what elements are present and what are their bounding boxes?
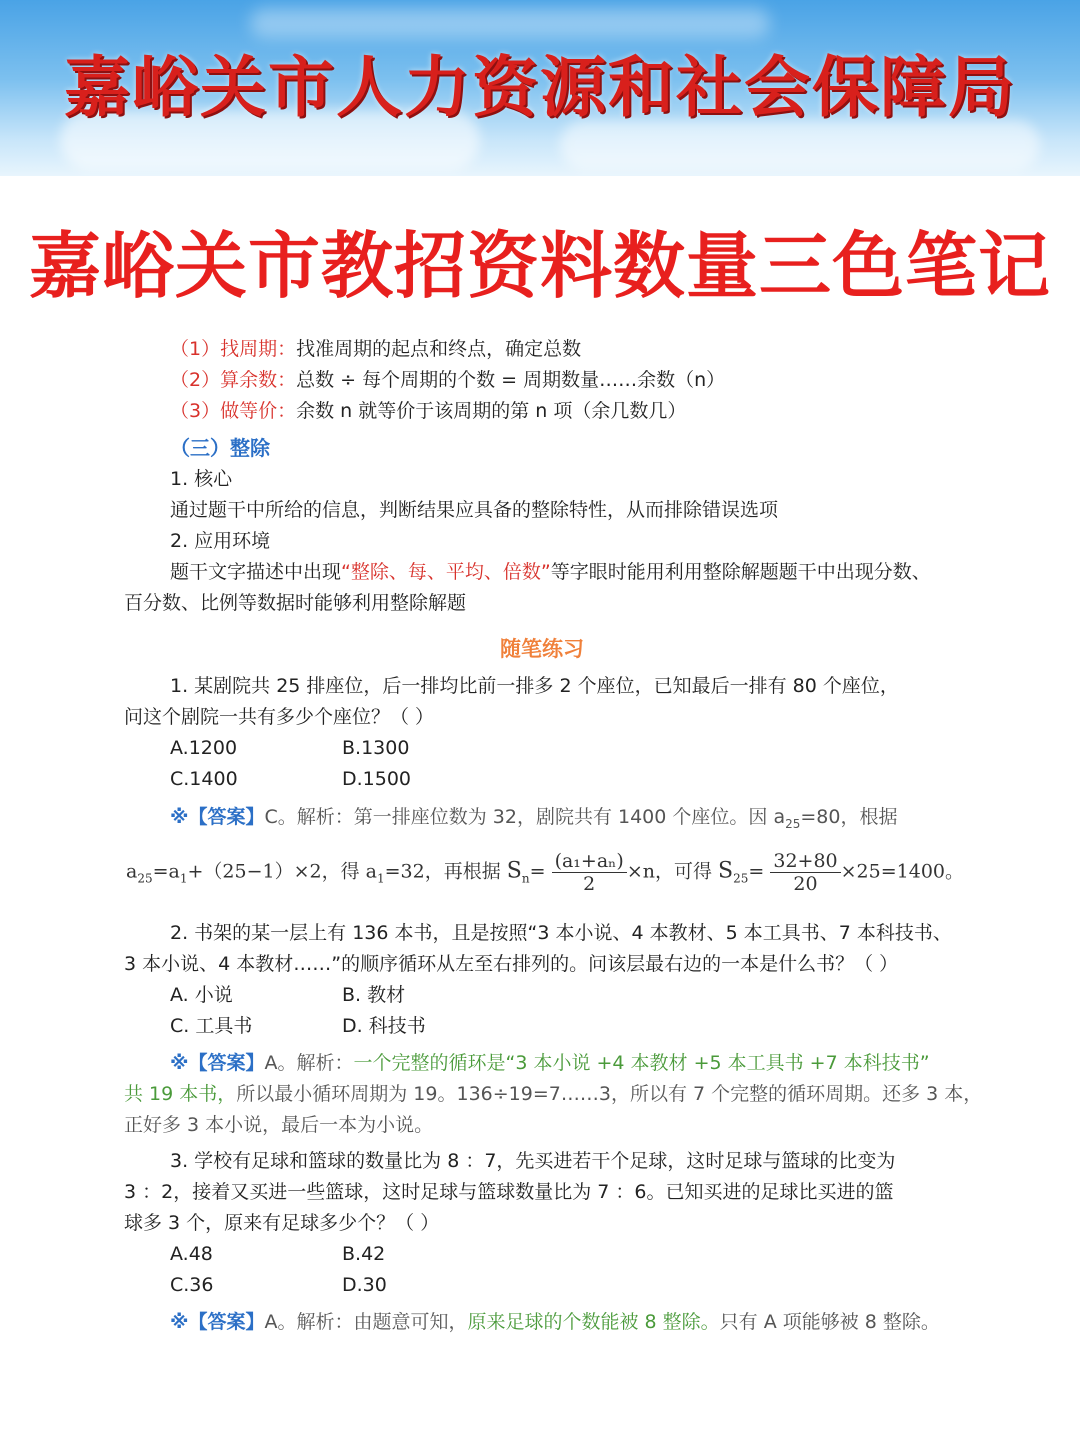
q3-line3: 球多 3 个，原来有足球多少个？（ ） — [124, 1212, 440, 1234]
q2-option-b: B. 教材 — [342, 984, 406, 1006]
fraction-numerator: 32+80 — [770, 850, 840, 873]
formula-text: a — [126, 860, 138, 883]
env-line2: 百分数、比例等数据时能够利用整除解题 — [124, 592, 467, 614]
answer-text: 所以最小循环周期为 19。136÷19=7……3，所以有 7 个完整的循环周期。还多 3 本， — [236, 1083, 983, 1105]
formula-text: ×n，可得 — [626, 860, 712, 883]
q2-option-d: D. 科技书 — [342, 1015, 426, 1037]
q2-line2: 3 本小说、4 本教材……”的顺序循环从左至右排列的。问该层最右边的一本是什么书？（ ） — [124, 953, 899, 975]
step-text: 找准周期的起点和终点，确定总数 — [296, 338, 582, 360]
answer-subscript: 25 — [785, 816, 801, 831]
answer-highlight: 共 19 本书， — [124, 1083, 237, 1105]
formula-text: +（25−1）×2，得 a — [187, 860, 377, 883]
formula-text: S — [506, 858, 522, 884]
step-3 — [170, 398, 686, 424]
answer-mark: ※【答案】 — [170, 806, 265, 828]
q3-option-d: D.30 — [342, 1274, 387, 1296]
fraction-numerator: (a₁+aₙ) — [552, 850, 627, 873]
header-banner — [0, 0, 1080, 176]
core-label: 1. 核心 — [170, 468, 233, 490]
step-1 — [170, 336, 581, 362]
step-label: （3）做等价： — [170, 400, 297, 422]
fraction-denominator: 20 — [793, 873, 818, 895]
q2-line1: 2. 书架的某一层上有 136 本书，且是按照“3 本小说、4 本教材、5 本工具书、7 本科技书、 — [170, 922, 952, 944]
env-post: 等字眼时能用利用整除解题题干中出现分数、 — [550, 561, 931, 583]
practice-heading: 随笔练习 — [500, 637, 584, 661]
formula-text: =32，再根据 — [384, 860, 501, 883]
answer-mark: ※【答案】 — [170, 1052, 265, 1074]
formula-fraction — [770, 850, 840, 895]
q2-option-a: A. 小说 — [170, 984, 233, 1006]
formula-sub: 1 — [179, 871, 188, 886]
env-label: 2. 应用环境 — [170, 530, 271, 552]
step-2 — [170, 367, 725, 393]
formula-sub: 1 — [376, 871, 385, 886]
formula-sub: 25 — [137, 871, 153, 886]
q1-option-c: C.1400 — [170, 768, 238, 790]
fraction-denominator: 2 — [583, 873, 596, 895]
answer-text-end: =80，根据 — [800, 806, 898, 828]
q3-option-c: C.36 — [170, 1274, 214, 1296]
page-title: 嘉峪关市教招资料数量三色笔记 — [28, 224, 1051, 308]
q2-answer — [170, 1050, 930, 1076]
answer-mark: ※【答案】 — [170, 1311, 265, 1333]
formula-text: =a — [152, 860, 180, 883]
step-label: （2）算余数： — [170, 369, 297, 391]
q3-answer — [170, 1309, 940, 1335]
env-pre: 题干文字描述中出现 — [170, 561, 342, 583]
answer-highlight: 原来足球的个数能被 8 整除。 — [467, 1311, 720, 1333]
env-keywords: “整除、每、平均、倍数” — [341, 561, 551, 583]
formula-fraction — [552, 850, 627, 895]
step-text: 总数 ÷ 每个周期的个数 = 周期数量……余数（n） — [296, 369, 726, 391]
banner-title: 嘉峪关市人力资源和社会保障局 — [64, 48, 1016, 126]
answer-text: 只有 A 项能够被 8 整除。 — [719, 1311, 940, 1333]
section-heading: （三）整除 — [170, 436, 270, 460]
env-text — [170, 559, 931, 585]
formula-text: ×25=1400。 — [840, 860, 965, 883]
q3-line1: 3. 学校有足球和篮球的数量比为 8 ：7，先买进若干个足球，这时足球与篮球的比变为 — [170, 1150, 896, 1172]
formula-sub: n — [521, 871, 530, 886]
answer-highlight: 一个完整的循环是“3 本小说 +4 本教材 +5 本工具书 +7 本科技书” — [353, 1052, 930, 1074]
q3-option-b: B.42 — [342, 1243, 386, 1265]
formula-text: = — [748, 860, 765, 883]
q1-line1: 1. 某剧院共 25 排座位，后一排均比前一排多 2 个座位，已知最后一排有 80 个座位， — [170, 675, 899, 697]
step-text: 余数 n 就等价于该周期的第 n 项（余几数几） — [296, 400, 687, 422]
q1-formula — [126, 850, 964, 895]
q1-answer — [170, 804, 897, 837]
q2-option-c: C. 工具书 — [170, 1015, 253, 1037]
formula-text: S — [718, 858, 734, 884]
core-text: 通过题干中所给的信息，判断结果应具备的整除特性，从而排除错误选项 — [170, 499, 779, 521]
answer-text: A。解析： — [264, 1052, 354, 1074]
q1-option-b: B.1300 — [342, 737, 410, 759]
formula-text: = — [529, 860, 546, 883]
q3-option-a: A.48 — [170, 1243, 213, 1265]
answer-text: A。解析：由题意可知， — [264, 1311, 468, 1333]
q1-option-d: D.1500 — [342, 768, 412, 790]
formula-sub: 25 — [733, 871, 749, 886]
step-label: （1）找周期： — [170, 338, 297, 360]
q1-option-a: A.1200 — [170, 737, 238, 759]
q1-line2: 问这个剧院一共有多少个座位？（ ） — [124, 706, 435, 728]
answer-text: C。解析：第一排座位数为 32，剧院共有 1400 个座位。因 a — [264, 806, 786, 828]
q2-answer-line2 — [124, 1081, 982, 1107]
q3-line2: 3 ：2，接着又买进一些篮球，这时足球与篮球数量比为 7 ：6。已知买进的足球比买进的篮 — [124, 1181, 894, 1203]
q2-answer-line3: 正好多 3 本小说，最后一本为小说。 — [124, 1114, 434, 1136]
